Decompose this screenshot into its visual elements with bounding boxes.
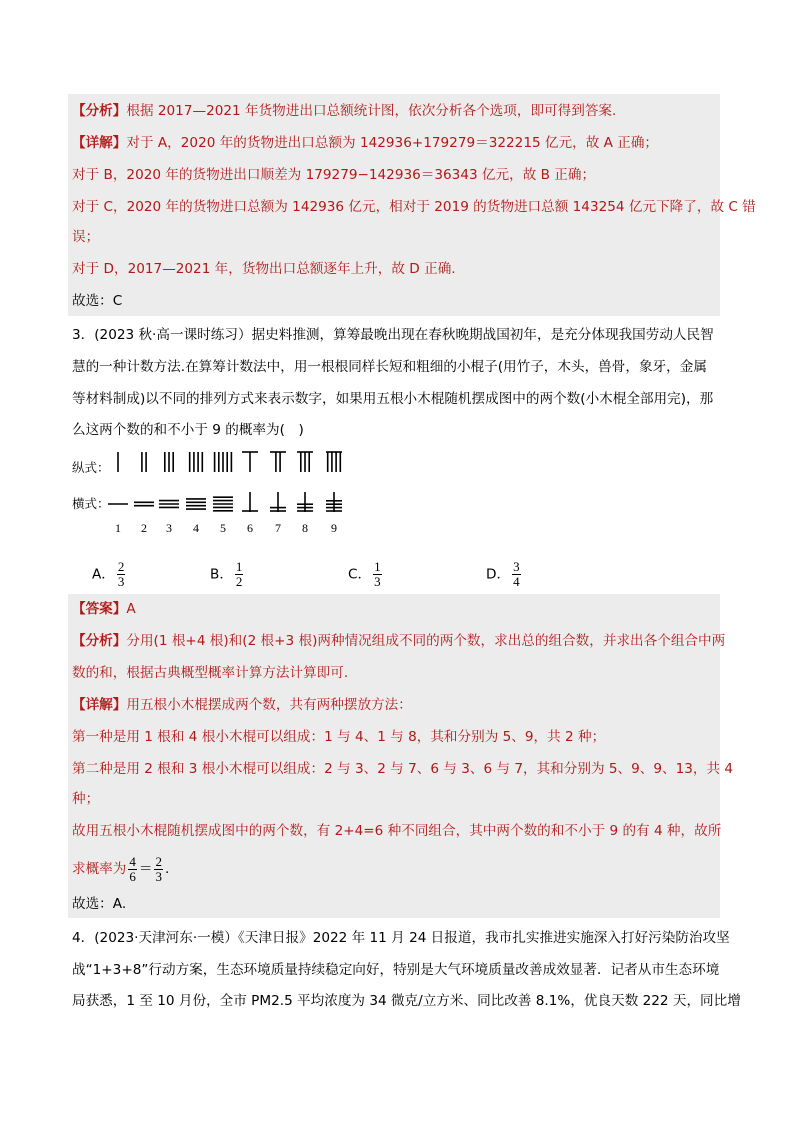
choice-q3: 故选：A. — [72, 896, 127, 912]
detail-tag: 【详解】 — [72, 135, 127, 151]
answer-value: A — [126, 601, 136, 617]
detail-c1: 对于 C，2020 年的货物进口总额为 142936 亿元，相对于 2019 的货物进口总额 143254 亿元下降了，故 C 错 — [72, 199, 756, 215]
option-a[interactable] — [92, 560, 127, 589]
counting-rods-figure — [72, 448, 372, 538]
option-d-num: 3 — [513, 559, 520, 574]
q3-line4: 么这两个数的和不小于 9 的概率为( ) — [72, 422, 304, 438]
option-c-fraction — [373, 560, 382, 589]
detail-d: 对于 D，2017—2021 年，货物出口总额逐年上升，故 D 正确. — [72, 261, 456, 277]
q3-detail-text2: 第一种是用 1 根和 4 根小木棍可以组成：1 与 4、1 与 8，其和分别为 5、9，共 2 种； — [72, 729, 606, 745]
q3-detail6-f2-num: 2 — [155, 853, 162, 869]
option-d-label: D． — [486, 566, 511, 583]
option-b-fraction — [235, 560, 244, 589]
q3-analysis-text1: 分用(1 根+4 根)和(2 根+3 根)两种情况组成不同的两个数，求出总的组合数，并求出各个组合中两 — [126, 633, 726, 649]
option-c-den: 3 — [374, 574, 381, 589]
q3-detail-text4: 种； — [72, 791, 100, 807]
vertical-label: 纵式： — [72, 461, 110, 475]
q3-detail6-frac1 — [128, 855, 137, 884]
q3-detail6-prefix: 求概率为 — [72, 861, 127, 877]
q3-detail6-f1-den: 6 — [129, 868, 136, 884]
q3-detail-text3: 第二种是用 2 根和 3 根小木棍可以组成：2 与 3、2 与 7、6 与 3、6 与 7，其和分别为 5、9、9、13，共 4 — [72, 761, 734, 777]
analysis-tag: 【分析】 — [72, 103, 127, 119]
detail-a: 对于 A，2020 年的货物进出口总额为 142936+179279＝322215 亿元，故 A 正确； — [126, 135, 659, 151]
option-d-den: 4 — [513, 574, 520, 589]
q3-detail-text1: 用五根小木棍摆成两个数，共有两种摆放方法： — [126, 697, 412, 713]
q3-analysis-line1 — [72, 631, 725, 651]
option-c-num: 1 — [374, 559, 381, 574]
option-a-num: 2 — [117, 559, 125, 574]
horizontal-label: 横式： — [72, 497, 110, 511]
digit-label-4: 4 — [193, 521, 199, 535]
analysis-line — [72, 101, 616, 121]
option-b-num: 1 — [235, 559, 243, 574]
q3-line2: 慧的一种计数方法.在算筹计数法中，用一根根同样长短和粗细的小棍子(用竹子，木头，兽骨，象牙，金属 — [72, 359, 707, 375]
analysis-text: 根据 2017—2021 年货物进出口总额统计图，依次分析各个选项，即可得到答案. — [126, 103, 617, 119]
q4-line3: 局获悉，1 至 10 月份，全市 PM2.5 平均浓度为 34 微克/立方米、同比改善 8.1%，优良天数 222 天，同比增 — [72, 993, 741, 1009]
q3-detail-line1 — [72, 695, 412, 715]
choice-q2: 故选：C — [72, 293, 123, 309]
option-a-fraction — [117, 560, 126, 589]
option-a-label: A． — [92, 566, 115, 583]
digit-label-1: 1 — [115, 521, 121, 535]
q3-detail6-f2-den: 3 — [155, 868, 162, 884]
q3-detail6-suffix: . — [164, 861, 170, 877]
answer-tag: 【答案】 — [72, 601, 127, 617]
digit-label-8: 8 — [302, 521, 308, 535]
digit-label-2: 2 — [141, 521, 147, 535]
q4-line1: 4．(2023·天津河东·一模）《天津日报》2022 年 11 月 24 日报道，我市扎实推进实施深入打好污染防治攻坚 — [72, 930, 730, 946]
q3-detail6-f1-num: 4 — [129, 853, 136, 869]
q3-detail-tag: 【详解】 — [72, 697, 127, 713]
answer-line — [72, 599, 136, 619]
option-c-label: C． — [348, 566, 372, 583]
option-c[interactable] — [348, 560, 384, 589]
digit-label-7: 7 — [275, 521, 281, 535]
option-a-den: 3 — [117, 574, 125, 589]
q4-line2: 战“1+3+8”行动方案，生态环境质量持续稳定向好，特别是大气环境质量改善成效显著．记者从市生态环境 — [72, 962, 720, 978]
option-b-den: 2 — [235, 574, 243, 589]
q3-analysis-text2: 数的和，根据古典概型概率计算方法计算即可. — [72, 665, 349, 681]
digit-label-3: 3 — [166, 521, 172, 535]
q3-line3: 等材料制成)以不同的排列方式来表示数字，如果用五根小木棍随机摆成图中的两个数(小木棍全部用完)，那 — [72, 391, 714, 407]
option-b[interactable] — [210, 560, 245, 589]
q3-detail6-eq: ＝ — [138, 861, 153, 877]
q3-detail-line6 — [72, 852, 169, 886]
detail-c2: 误； — [72, 229, 100, 245]
q3-detail6-frac2 — [154, 855, 163, 884]
digit-label-6: 6 — [247, 521, 253, 535]
detail-line — [72, 133, 658, 153]
digit-label-5: 5 — [220, 521, 226, 535]
q3-line1: 3．(2023 秋·高一课时练习）据史料推测，算筹最晚出现在春秋晚期战国初年，是充分体现我国劳动人民智 — [72, 327, 714, 343]
q3-analysis-tag: 【分析】 — [72, 633, 127, 649]
digit-label-9: 9 — [331, 521, 337, 535]
option-b-label: B． — [210, 566, 233, 583]
detail-b: 对于 B，2020 年的货物进出口顺差为 179279−142936＝36343 亿元，故 B 正确； — [72, 167, 596, 183]
q3-detail-text5: 故用五根小木棍随机摆成图中的两个数，有 2+4=6 种不同组合，其中两个数的和不小于 9 的有 4 种，故所 — [72, 823, 722, 839]
option-d-fraction — [512, 560, 521, 589]
option-d[interactable] — [486, 560, 523, 589]
